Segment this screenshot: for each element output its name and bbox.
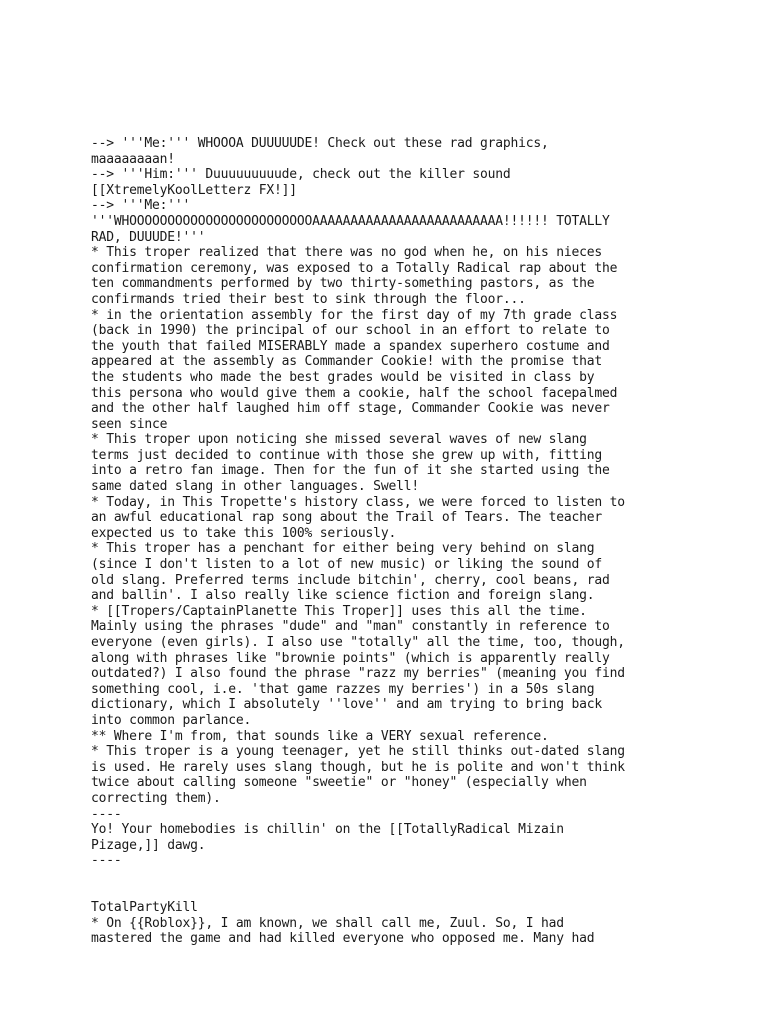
text-line: twice about calling someone "sweetie" or "honey" (especially when [91, 775, 587, 791]
text-line: outdated?) I also found the phrase "razz my berries" (meaning you find [91, 666, 625, 682]
text-line: * On {{Roblox}}, I am known, we shall call me, Zuul. So, I had [91, 915, 564, 931]
text-line: seen since [91, 416, 168, 432]
text-line: RAD, DUUUDE!''' [91, 229, 206, 245]
text-line: the students who made the best grades would be visited in class by [91, 369, 595, 385]
text-line: confirmation ceremony, was exposed to a Totally Radical rap about the [91, 260, 618, 276]
text-line: terms just decided to continue with those she grew up with, fitting [91, 447, 602, 463]
text-line: ---- [91, 806, 122, 822]
text-line: [[XtremelyKoolLetterz FX!]] [91, 182, 297, 198]
text-line: Pizage,]] dawg. [91, 837, 206, 853]
text-line: expected us to take this 100% seriously. [91, 525, 397, 541]
text-line: --> '''Him:''' Duuuuuuuuude, check out the killer sound [91, 167, 511, 183]
text-line: * Today, in This Tropette's history class, we were forced to listen to [91, 494, 625, 510]
text-line: same dated slang in other languages. Swell! [91, 479, 419, 495]
text-line: Mainly using the phrases "dude" and "man" constantly in reference to [91, 619, 610, 635]
text-line: (back in 1990) the principal of our school in an effort to relate to [91, 323, 610, 339]
text-line: something cool, i.e. 'that game razzes my berries') in a 50s slang [91, 681, 595, 697]
text-line: this persona who would give them a cookie, half the school facepalmed [91, 385, 618, 401]
text-line: old slang. Preferred terms include bitchin', cherry, cool beans, rad [91, 572, 610, 588]
text-line: confirmands tried their best to sink through the floor... [91, 291, 526, 307]
text-line: '''WHOOOOOOOOOOOOOOOOOOOOOOOOAAAAAAAAAAAAAAAAAAAAAAAAA!!!!!! TOTALLY [91, 213, 610, 229]
text-line: * This troper upon noticing she missed several waves of new slang [91, 432, 587, 448]
text-line: dictionary, which I absolutely ''love'' and am trying to bring back [91, 697, 602, 713]
text-line: is used. He rarely uses slang though, but he is polite and won't think [91, 759, 625, 775]
text-line: * in the orientation assembly for the first day of my 7th grade class [91, 307, 618, 323]
text-line: * This troper has a penchant for either being very behind on slang [91, 541, 595, 557]
text-line: ---- [91, 853, 122, 869]
text-line: and ballin'. I also really like science fiction and foreign slang. [91, 588, 595, 604]
text-line: correcting them). [91, 790, 221, 806]
text-line: maaaaaaaan! [91, 151, 175, 167]
text-line [91, 869, 691, 885]
text-line: mastered the game and had killed everyone who opposed me. Many had [91, 931, 595, 947]
text-line: * This troper realized that there was no god when he, on his nieces [91, 245, 602, 261]
text-line: ** Where I'm from, that sounds like a VERY sexual reference. [91, 728, 549, 744]
text-line: everyone (even girls). I also use "totally" all the time, too, though, [91, 635, 625, 650]
text-line: --> '''Me:''' WHOOOA DUUUUUDE! Check out these rad graphics, [91, 136, 549, 151]
text-line: the youth that failed MISERABLY made a spandex superhero costume and [91, 338, 610, 354]
text-line: and the other half laughed him off stage, Commander Cookie was never [91, 401, 610, 417]
text-line: --> '''Me:''' [91, 198, 191, 214]
text-line: * This troper is a young teenager, yet he still thinks out-dated slang [91, 744, 625, 760]
text-line: * [[Tropers/CaptainPlanette This Troper]] uses this all the time. [91, 603, 587, 619]
text-line: Yo! Your homebodies is chillin' on the [[TotallyRadical Mizain [91, 822, 564, 838]
text-line: ten commandments performed by two thirty-something pastors, as the [91, 276, 595, 292]
text-line [91, 885, 691, 901]
document-page [91, 136, 691, 947]
text-line: appeared at the assembly as Commander Cookie! with the promise that [91, 354, 602, 370]
text-line: into a retro fan image. Then for the fun of it she started using the [91, 463, 610, 479]
text-line: along with phrases like "brownie points" (which is apparently really [91, 650, 610, 666]
text-line: TotalPartyKill [91, 900, 198, 916]
text-line: an awful educational rap song about the Trail of Tears. The teacher [91, 510, 602, 526]
text-line: into common parlance. [91, 712, 252, 728]
text-line: (since I don't listen to a lot of new music) or liking the sound of [91, 557, 602, 573]
